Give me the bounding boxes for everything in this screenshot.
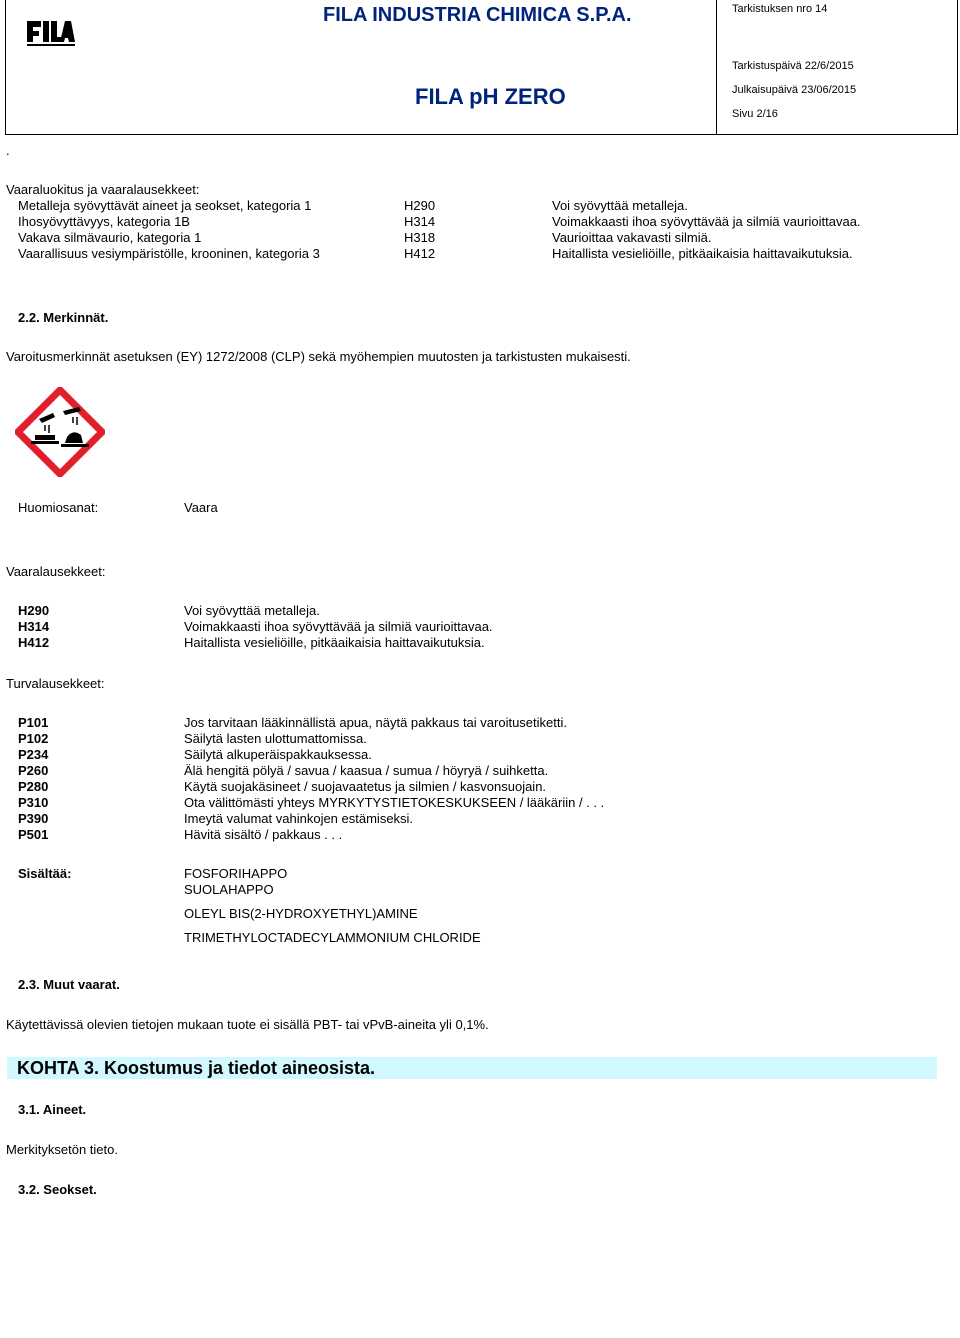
precaution-text: Älä hengitä pölyä / savua / kaasua / sumua / höyryä / suihketta. (184, 763, 549, 778)
precaution-text: Säilytä lasten ulottumattomissa. (184, 731, 367, 746)
hazard-text: Haitallista vesieliöille, pitkäaikaisia haittavaikutuksia. (184, 635, 485, 650)
section-3-band (7, 1057, 937, 1079)
hazard-text: Voimakkaasti ihoa syövyttävää ja silmiä vaurioittavaa. (184, 619, 493, 634)
classification-code: H290 (404, 198, 436, 213)
contains-item: OLEYL BIS(2-HYDROXYETHYL)AMINE (184, 906, 418, 921)
classification-text: Voi syövyttää metalleja. (552, 198, 688, 213)
header-left-border (5, 0, 6, 134)
signal-word-label: Huomiosanat: (18, 500, 99, 515)
classification-code: H318 (404, 230, 436, 245)
contains-item: SUOLAHAPPO (184, 882, 274, 897)
precaution-code: P234 (18, 747, 49, 762)
classification-class: Vakava silmävaurio, kategoria 1 (18, 230, 202, 245)
classification-text: Voimakkaasti ihoa syövyttävää ja silmiä vaurioittavaa. (552, 214, 861, 229)
precaution-code: P310 (18, 795, 49, 810)
precaution-text: Säilytä alkuperäispakkauksessa. (184, 747, 372, 762)
labelling-heading: 2.2. Merkinnät. (18, 310, 109, 325)
other-hazards-heading: 2.3. Muut vaarat. (18, 977, 120, 992)
classification-text: Haitallista vesieliöille, pitkäaikaisia haittavaikutuksia. (552, 246, 853, 261)
classification-code: H412 (404, 246, 436, 261)
publish-date: Julkaisupäivä 23/06/2015 (732, 84, 857, 96)
document-header (5, 0, 958, 135)
page-number: Sivu 2/16 (732, 108, 778, 120)
classification-class: Metalleja syövyttävät aineet ja seokset, kategoria 1 (18, 198, 312, 213)
classification-code: H314 (404, 214, 436, 229)
labelling-intro: Varoitusmerkinnät asetuksen (EY) 1272/2008 (CLP) sekä myöhempien muutosten ja tarkistusten mukaisesti. (6, 349, 631, 364)
mixtures-heading: 3.2. Seokset. (18, 1182, 97, 1197)
signal-word-value: Vaara (184, 500, 218, 515)
revision-date: Tarkistuspäivä 22/6/2015 (732, 60, 854, 72)
precaution-code: P390 (18, 811, 49, 826)
header-right-border (957, 0, 958, 134)
contains-item: TRIMETHYLOCTADECYLAMMONIUM CHLORIDE (184, 930, 481, 945)
precaution-code: P101 (18, 715, 49, 730)
ghs05-corrosion-icon (15, 387, 105, 477)
revision-number: Tarkistuksen nro 14 (732, 3, 828, 15)
precaution-text: Ota välittömästi yhteys MYRKYTYSTIETOKESKUKSEEN / lääkäriin / . . . (184, 795, 605, 810)
hazard-statements-heading: Vaaralausekkeet: (6, 564, 106, 579)
contains-item: FOSFORIHAPPO (184, 866, 288, 881)
other-hazards-text: Käytettävissä olevien tietojen mukaan tuote ei sisällä PBT- tai vPvB-aineita yli 0,1%. (6, 1017, 489, 1032)
precaution-text: Hävitä sisältö / pakkaus . . . (184, 827, 343, 842)
precaution-code: P102 (18, 731, 49, 746)
stray-dot: . (6, 143, 10, 158)
hazard-code: H314 (18, 619, 50, 634)
classification-class: Vaarallisuus vesiympäristölle, krooninen, kategoria 3 (18, 246, 320, 261)
substances-heading: 3.1. Aineet. (18, 1102, 87, 1117)
hazard-code: H412 (18, 635, 50, 650)
contains-label: Sisältää: (18, 866, 72, 881)
hazard-code: H290 (18, 603, 50, 618)
classification-text: Vaurioittaa vakavasti silmiä. (552, 230, 712, 245)
precaution-code: P501 (18, 827, 49, 842)
header-divider (716, 0, 717, 134)
precaution-code: P280 (18, 779, 49, 794)
precaution-text: Jos tarvitaan lääkinnällistä apua, näytä pakkaus tai varoitusetiketti. (184, 715, 567, 730)
precaution-text: Imeytä valumat vahinkojen estämiseksi. (184, 811, 414, 826)
precaution-text: Käytä suojakäsineet / suojavaatetus ja silmien / kasvonsuojain. (184, 779, 547, 794)
section-3-title: KOHTA 3. Koostumus ja tiedot aineosista. (17, 1058, 376, 1078)
hazard-text: Voi syövyttää metalleja. (184, 603, 320, 618)
classification-heading: Vaaraluokitus ja vaaralausekkeet: (6, 182, 200, 197)
classification-class: Ihosyövyttävyys, kategoria 1B (18, 214, 190, 229)
product-name: FILA pH ZERO (415, 84, 566, 109)
company-name: FILA INDUSTRIA CHIMICA S.P.A. (323, 4, 632, 26)
fila-logo (27, 17, 75, 47)
precautionary-statements-heading: Turvalausekkeet: (6, 676, 105, 691)
precaution-code: P260 (18, 763, 49, 778)
substances-text: Merkityksetön tieto. (6, 1142, 118, 1157)
